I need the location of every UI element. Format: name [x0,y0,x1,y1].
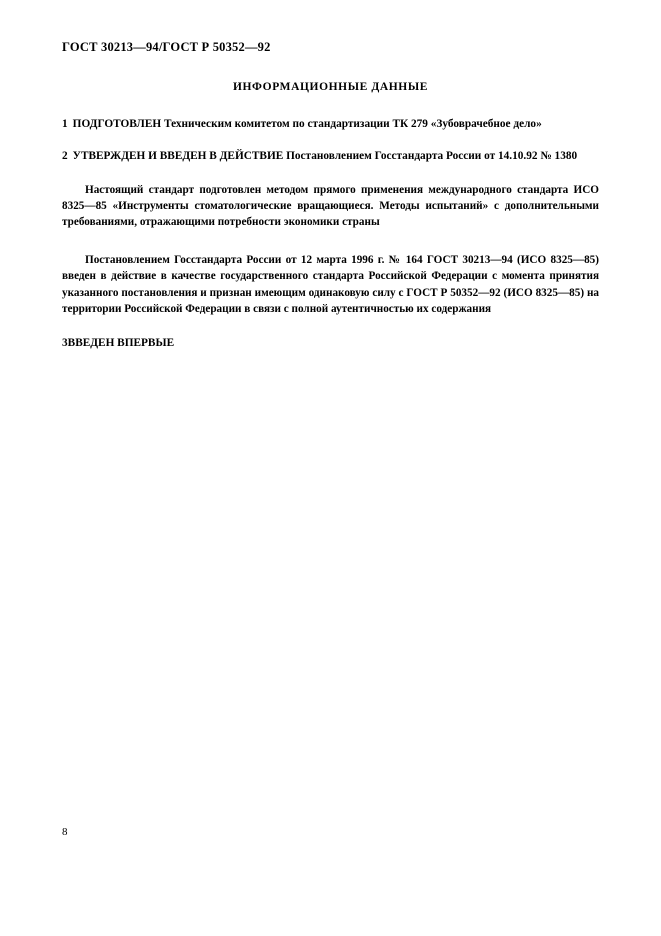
document-header: ГОСТ 30213—94/ГОСТ Р 50352—92 [62,40,271,54]
clause-1-text: ПОДГОТОВЛЕН Техническим комитетом по стандартизации ТК 279 «Зубоврачебное дело» [72,118,542,130]
clause-1-number: 1 [62,118,68,130]
page-number: 8 [62,826,68,838]
paragraph-spacer [62,239,599,252]
paragraph-standard-preparation: Настоящий стандарт подготовлен методом прямого применения международного стандарта ИСО 8325—85 «Инструменты стоматологические вращающиеся. Методы испытаний» с дополнительными требованиями, отражающими потребности экономики страны [62,183,599,228]
paragraph-resolution: Постановлением Госстандарта России от 12 марта 1996 г. № 164 ГОСТ 30213—94 (ИСО 8325—85) введен в действие в качестве государственного стандарта Российской Федерации с момента принятия указанного постановления и признан имеющим одинаковую силу с ГОСТ Р 50352—92 (ИСО 8325—85) на территории Российской Федерации в связи с полной аутентичностью их содержания [62,254,599,315]
clause-2 [62,149,599,164]
clause-2-text: УТВЕРЖДЕН И ВВЕДЕН В ДЕЙСТВИЕ Постановлением Госстандарта России от 14.10.92 № 1380 [72,150,578,163]
clause-2-number: 2 [62,150,68,163]
clause-3 [62,337,599,349]
clause-3-number: 3 [62,337,68,350]
clause-1 [62,117,599,132]
clause-3-text: ВВЕДЕН ВПЕРВЫЕ [67,337,175,350]
page-title: ИНФОРМАЦИОННЫЕ ДАННЫЕ [232,81,429,93]
page-content [62,40,599,349]
